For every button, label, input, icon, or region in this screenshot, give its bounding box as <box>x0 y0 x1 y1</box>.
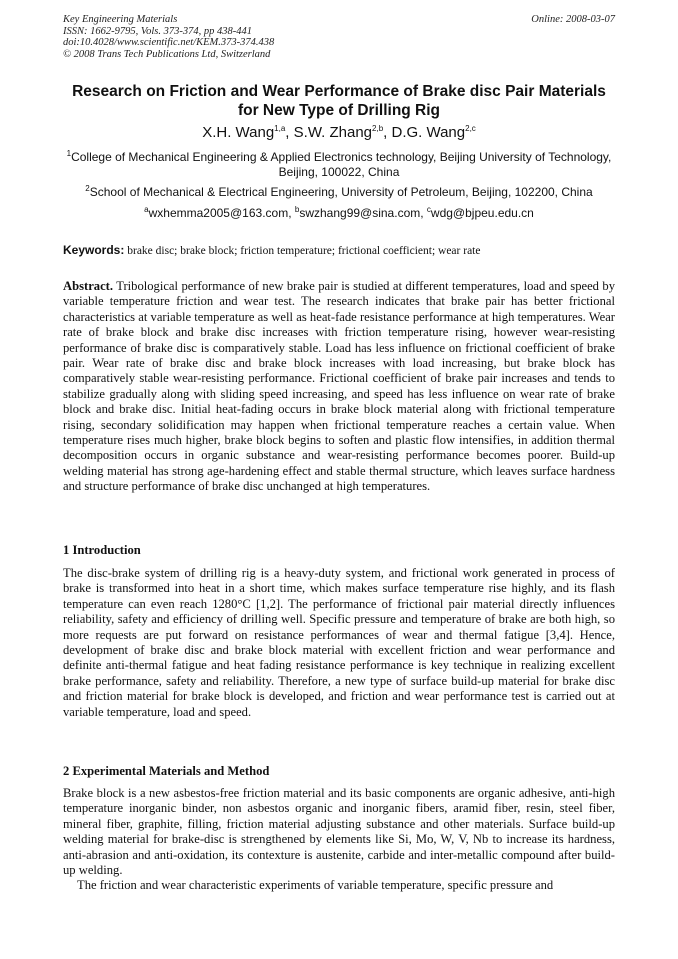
abstract-label: Abstract. <box>63 279 114 293</box>
author-name: S.W. Zhang <box>293 124 373 141</box>
affiliation-1 <box>63 150 615 180</box>
materials-method-body <box>63 786 615 894</box>
affiliation-2 <box>63 185 615 200</box>
email-link[interactable]: wxhemma2005@163.com, <box>148 206 292 220</box>
affiliation-sup: 2 <box>85 184 90 193</box>
abstract-text: Tribological performance of new brake pair is studied at different temperatures, load and speed by variable temperature friction and wear test. The research indicates that brake pair has better frictional characteristics at variable temperature as well as heat-fade resistance performance at high temperatures. Wear rate of brake block and brake disc increases with friction temperature rising, however wear-resisting performance of brake disc is comparatively stable. Load has less influence on frictional coefficient of brake pair. Wear rate of brake disc and brake block increases with load increasing, but brake block has comparatively stable wear-resisting performance. Frictional coefficient of brake pair increases and tends to stabilize gradually along with sliding speed increasing, and speed has less influence on wear rate of brake block and brake disc. Initial heat-fading occurs in brake block material along with frictional temperature rising, secondary solidification may happen when frictional temperature reaches a certain value. When temperature rises much higher, brake block begins to soften and plastic flow intensifies, in addition thermal decomposition occurs in organic substance and wear-resisting performance becomes poorer. Build-up welding material has strong age-hardening effect and stable thermal structure, which leaves surface hardness and structure performance of brake disc unchanged at high temperatures. <box>63 279 615 494</box>
email-sup: b <box>294 205 300 214</box>
author-sup: 1,a <box>274 124 286 133</box>
affiliation-text: School of Mechanical & Electrical Engineering, University of Petroleum, Beijing, 102200, China <box>89 185 593 199</box>
author-name: X.H. Wang <box>202 124 275 141</box>
section-heading-introduction: 1 Introduction <box>63 543 141 557</box>
author-list: X.H. Wang$^{1,a}$, S.W. Zhang$^{2,b}$, D.G. Wang$^{2,c}$ <box>202 124 476 141</box>
keywords-label: Keywords: <box>63 243 125 257</box>
abstract-paragraph <box>63 279 615 495</box>
email-link[interactable]: swzhang99@sina.com, <box>299 206 424 220</box>
method-paragraph: The friction and wear characteristic experiments of variable temperature, specific pressure and <box>77 878 554 893</box>
affiliation-sup: 1 <box>66 149 72 158</box>
author-name: D.G. Wang <box>391 124 466 141</box>
materials-paragraph: Brake block is a new asbestos-free friction material and its basic components are organic adhesive, anti-high temperature inorganic binder, non asbestos organic and inorganic fibers, aramid fiber, resin, steel fiber, mineral fiber, graphite, filling, friction material adjusting substance and other materials. Surface build-up welding material for brake-disc is strengthened by elements like Si, Mo, W, V, Nb to increase its hardness, anti-abrasion and anti-oxidation, its contexture is austenite, carbide and inter-metallic compound after build-up welding. <box>63 786 615 878</box>
journal-name: Key Engineering Materials <box>63 14 178 25</box>
affiliation-text: College of Mechanical Engineering & Applied Electronics technology, Beijing University of Technology, Beijing, 100022, China <box>71 150 612 179</box>
keywords-text: brake disc; brake block; friction temperature; frictional coefficient; wear rate <box>127 245 481 257</box>
email-sup: a <box>144 205 149 214</box>
issn-line: ISSN: 1662-9795, Vols. 373-374, pp 438-441 <box>63 25 252 37</box>
section-heading-materials-method: 2 Experimental Materials and Method <box>63 764 270 778</box>
author-emails <box>63 206 615 221</box>
author-sup: 2,b <box>372 124 384 133</box>
author-sup: 2,c <box>465 124 476 133</box>
online-date: Online: 2008-03-07 <box>531 14 615 25</box>
introduction-paragraph: The disc-brake system of drilling rig is a heavy-duty system, and frictional work generated in process of brake is transformed into heat in a short time, which makes surface temperature rise highly, and its flash temperature can even reach 1280°C [1,2]. The performance of frictional pair material directly influences reliability, safety and efficiency of drilling well. Specific pressure and temperature of brake are both high, so more requests are put forward on resistance performances of wear and thermal fatigue [3,4]. Hence, development of brake disc and brake block material with excellent friction and wear performance and definite anti-thermal fatigue and heat fading resistance performance is key technique in realizing excellent brake performance, safety and reliability. Therefore, a new type of surface build-up material for brake disc and friction material for brake block is developed, and friction and wear performance test is carried out at variable temperature, load and speed. <box>63 566 615 719</box>
doi-line: doi:10.4028/www.scientific.net/KEM.373-374.438 <box>63 37 275 48</box>
email-sup: c <box>426 205 431 214</box>
keywords-line <box>63 243 615 259</box>
copyright-line: © 2008 Trans Tech Publications Ltd, Switzerland <box>63 48 271 60</box>
email-link[interactable]: wdg@bjpeu.edu.cn <box>430 206 534 220</box>
paper-title: Research on Friction and Wear Performance of Brake disc Pair Materials for New Type of Drilling Rig <box>72 83 606 119</box>
journal-header <box>63 14 274 60</box>
